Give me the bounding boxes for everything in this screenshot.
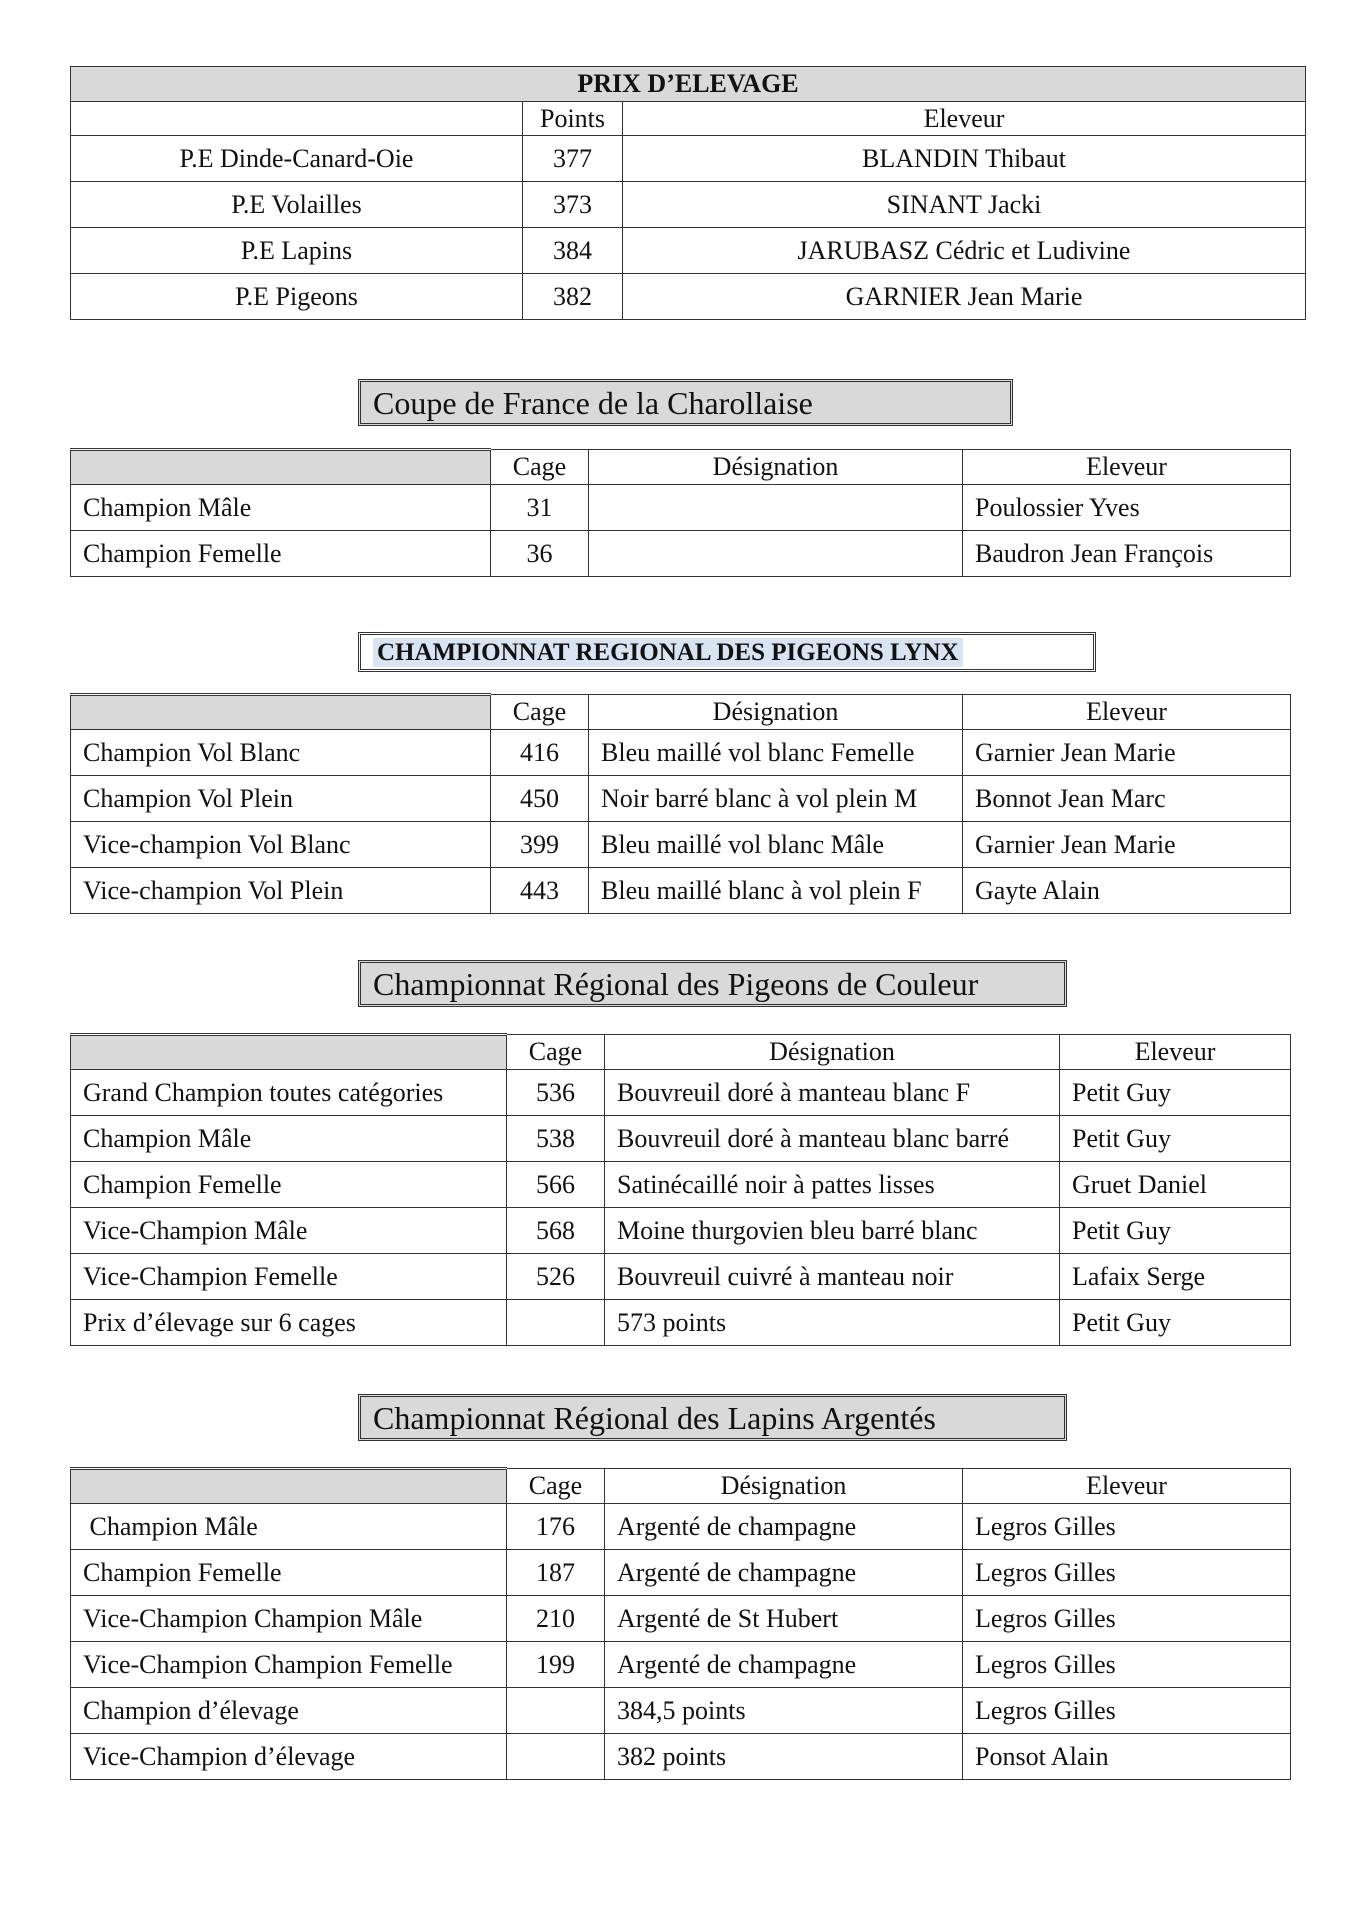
cell-designation: Argenté de champagne <box>605 1504 963 1550</box>
cell-cage: 31 <box>491 485 589 531</box>
cell-cage: 399 <box>491 822 589 868</box>
lynx-header-cage: Cage <box>491 695 589 730</box>
cell-designation: Argenté de champagne <box>605 1550 963 1596</box>
lynx-table <box>70 693 1291 914</box>
table-row <box>71 1550 1291 1596</box>
cell-designation <box>589 531 963 577</box>
table-row <box>71 274 1306 320</box>
prix-header-row <box>71 102 1306 136</box>
cell-designation: Bleu maillé blanc à vol plein F <box>589 868 963 914</box>
cell-designation: 384,5 points <box>605 1688 963 1734</box>
cell-eleveur: Ponsot Alain <box>963 1734 1291 1780</box>
cell-eleveur: Baudron Jean François <box>963 531 1291 577</box>
prix-header-empty <box>71 102 523 136</box>
coupe-header-designation: Désignation <box>589 450 963 485</box>
cell-eleveur: Petit Guy <box>1060 1208 1291 1254</box>
lynx-title <box>358 632 1096 672</box>
argentes-table <box>70 1467 1291 1780</box>
argentes-header-designation: Désignation <box>605 1469 963 1504</box>
table-row <box>71 1596 1291 1642</box>
table-row <box>71 1070 1291 1116</box>
table-row <box>71 1734 1291 1780</box>
cell-title: Champion Vol Plein <box>71 776 491 822</box>
lynx-header-row <box>71 695 1291 730</box>
cell-designation: Bouvreuil doré à manteau blanc F <box>605 1070 1060 1116</box>
cell-title: Vice-Champion Femelle <box>71 1254 507 1300</box>
prix-header-points: Points <box>523 102 623 136</box>
table-row <box>71 1208 1291 1254</box>
cell-cage <box>507 1734 605 1780</box>
cell-cage: 210 <box>507 1596 605 1642</box>
couleur-header-designation: Désignation <box>605 1035 1060 1070</box>
table-row <box>71 1688 1291 1734</box>
cell-eleveur: Petit Guy <box>1060 1116 1291 1162</box>
cell-eleveur: Legros Gilles <box>963 1642 1291 1688</box>
cell-cage <box>507 1688 605 1734</box>
table-row <box>71 531 1291 577</box>
cell-cage: 443 <box>491 868 589 914</box>
cell-title: Champion Mâle <box>71 485 491 531</box>
lynx-header-eleveur: Eleveur <box>963 695 1291 730</box>
cell-title: Vice-Champion Champion Femelle <box>71 1642 507 1688</box>
cell-designation: Bouvreuil cuivré à manteau noir <box>605 1254 1060 1300</box>
couleur-header-eleveur: Eleveur <box>1060 1035 1291 1070</box>
cell-points: 382 <box>523 274 623 320</box>
argentes-header-eleveur: Eleveur <box>963 1469 1291 1504</box>
cell-category: P.E Dinde-Canard-Oie <box>71 136 523 182</box>
cell-cage: 526 <box>507 1254 605 1300</box>
table-row <box>71 1116 1291 1162</box>
cell-title: Vice-Champion Champion Mâle <box>71 1596 507 1642</box>
cell-cage: 199 <box>507 1642 605 1688</box>
cell-designation: Bleu maillé vol blanc Mâle <box>589 822 963 868</box>
argentes-title <box>358 1394 1067 1441</box>
table-row <box>71 1300 1291 1346</box>
cell-category: P.E Pigeons <box>71 274 523 320</box>
cell-designation: Argenté de champagne <box>605 1642 963 1688</box>
cell-points: 373 <box>523 182 623 228</box>
cell-title: Vice-champion Vol Plein <box>71 868 491 914</box>
table-row <box>71 822 1291 868</box>
cell-title: Vice-champion Vol Blanc <box>71 822 491 868</box>
cell-title: Grand Champion toutes catégories <box>71 1070 507 1116</box>
argentes-title-text: Championnat Régional des Lapins Argentés <box>373 1399 936 1436</box>
cell-category: P.E Lapins <box>71 228 523 274</box>
lynx-header-designation: Désignation <box>589 695 963 730</box>
table-row <box>71 776 1291 822</box>
argentes-header-row <box>71 1469 1291 1504</box>
cell-cage: 538 <box>507 1116 605 1162</box>
cell-cage: 566 <box>507 1162 605 1208</box>
coupe-header-row <box>71 450 1291 485</box>
lynx-title-text: CHAMPIONNAT REGIONAL DES PIGEONS LYNX <box>373 638 963 667</box>
cell-cage: 450 <box>491 776 589 822</box>
cell-cage: 36 <box>491 531 589 577</box>
prix-title: PRIX D’ELEVAGE <box>71 67 1306 102</box>
coupe-header-cage: Cage <box>491 450 589 485</box>
cell-designation: Noir barré blanc à vol plein M <box>589 776 963 822</box>
cell-title: Champion Mâle <box>71 1504 507 1550</box>
cell-designation <box>589 485 963 531</box>
cell-designation: 382 points <box>605 1734 963 1780</box>
cell-eleveur: Garnier Jean Marie <box>963 730 1291 776</box>
table-row <box>71 1504 1291 1550</box>
cell-title: Champion Mâle <box>71 1116 507 1162</box>
cell-title: Champion Femelle <box>71 1162 507 1208</box>
cell-title: Champion Femelle <box>71 1550 507 1596</box>
prix-header-eleveur: Eleveur <box>623 102 1306 136</box>
table-row <box>71 868 1291 914</box>
cell-eleveur: Garnier Jean Marie <box>963 822 1291 868</box>
prix-title-row <box>71 67 1306 102</box>
cell-eleveur: Legros Gilles <box>963 1596 1291 1642</box>
cell-eleveur: Petit Guy <box>1060 1300 1291 1346</box>
cell-title: Champion d’élevage <box>71 1688 507 1734</box>
couleur-header-cage: Cage <box>507 1035 605 1070</box>
coupe-title <box>358 379 1013 426</box>
cell-eleveur: Legros Gilles <box>963 1504 1291 1550</box>
cell-eleveur: Bonnot Jean Marc <box>963 776 1291 822</box>
couleur-title-text: Championnat Régional des Pigeons de Couleur <box>373 965 979 1002</box>
cell-eleveur: Legros Gilles <box>963 1550 1291 1596</box>
coupe-header-eleveur: Eleveur <box>963 450 1291 485</box>
cell-points: 384 <box>523 228 623 274</box>
cell-eleveur: Gruet Daniel <box>1060 1162 1291 1208</box>
cell-cage: 187 <box>507 1550 605 1596</box>
table-row <box>71 136 1306 182</box>
cell-eleveur: JARUBASZ Cédric et Ludivine <box>623 228 1306 274</box>
table-row <box>71 730 1291 776</box>
cell-title: Vice-Champion d’élevage <box>71 1734 507 1780</box>
cell-designation: Bouvreuil doré à manteau blanc barré <box>605 1116 1060 1162</box>
cell-designation: Argenté de St Hubert <box>605 1596 963 1642</box>
cell-cage: 416 <box>491 730 589 776</box>
cell-eleveur: Lafaix Serge <box>1060 1254 1291 1300</box>
cell-cage <box>507 1300 605 1346</box>
argentes-header-cage: Cage <box>507 1469 605 1504</box>
cell-cage: 568 <box>507 1208 605 1254</box>
table-row <box>71 1254 1291 1300</box>
table-row <box>71 228 1306 274</box>
coupe-table <box>70 448 1291 577</box>
cell-designation: Moine thurgovien bleu barré blanc <box>605 1208 1060 1254</box>
cell-eleveur: Legros Gilles <box>963 1688 1291 1734</box>
table-row <box>71 182 1306 228</box>
coupe-title-text: Coupe de France de la Charollaise <box>373 384 813 421</box>
cell-title: Vice-Champion Mâle <box>71 1208 507 1254</box>
coupe-header-empty <box>71 450 491 485</box>
cell-points: 377 <box>523 136 623 182</box>
cell-title: Champion Vol Blanc <box>71 730 491 776</box>
prix-elevage-table <box>70 66 1306 320</box>
table-row <box>71 1162 1291 1208</box>
cell-category: P.E Volailles <box>71 182 523 228</box>
cell-eleveur: Poulossier Yves <box>963 485 1291 531</box>
cell-title: Prix d’élevage sur 6 cages <box>71 1300 507 1346</box>
couleur-header-row <box>71 1035 1291 1070</box>
cell-eleveur: GARNIER Jean Marie <box>623 274 1306 320</box>
couleur-table <box>70 1033 1291 1346</box>
cell-eleveur: SINANT Jacki <box>623 182 1306 228</box>
table-row <box>71 1642 1291 1688</box>
couleur-title <box>358 960 1067 1007</box>
cell-eleveur: Petit Guy <box>1060 1070 1291 1116</box>
cell-eleveur: BLANDIN Thibaut <box>623 136 1306 182</box>
lynx-header-empty <box>71 695 491 730</box>
table-row <box>71 485 1291 531</box>
cell-designation: 573 points <box>605 1300 1060 1346</box>
cell-eleveur: Gayte Alain <box>963 868 1291 914</box>
cell-cage: 536 <box>507 1070 605 1116</box>
couleur-header-empty <box>71 1035 507 1070</box>
cell-designation: Bleu maillé vol blanc Femelle <box>589 730 963 776</box>
cell-designation: Satinécaillé noir à pattes lisses <box>605 1162 1060 1208</box>
cell-cage: 176 <box>507 1504 605 1550</box>
argentes-header-empty <box>71 1469 507 1504</box>
cell-title: Champion Femelle <box>71 531 491 577</box>
